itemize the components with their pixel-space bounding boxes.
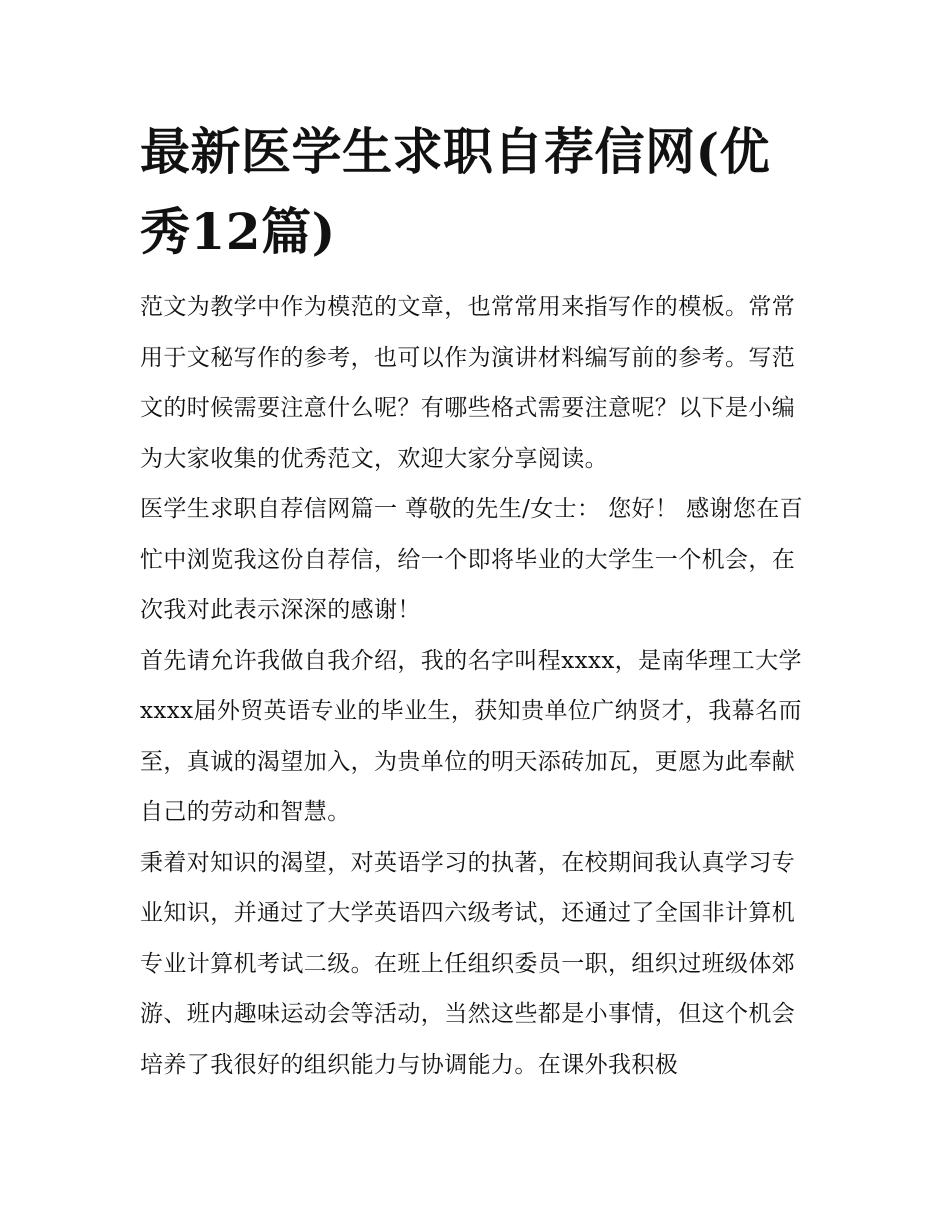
intro-paragraph: 范文为教学中作为模范的文章，也常常用来指写作的模板。常常用于文秘写作的参考，也可以作为演讲材料编写前的参考。写范文的时候需要注意什么呢？有哪些格式需要注意呢？以下是小编为大家收集的优秀范文，欢迎大家分享阅读。 (140, 294, 796, 472)
self-introduction-paragraph: 首先请允许我做自我介绍，我的名字叫程xxxx，是南华理工大学xxxx届外贸英语专业的毕业生，获知贵单位广纳贤才，我幕名而至，真诚的渴望加入，为贵单位的明天添砖加瓦，更愿为此奉献自己的劳动和智慧。 (140, 647, 802, 825)
study-experience-paragraph: 秉着对知识的渴望，对英语学习的执著，在校期间我认真学习专业知识，并通过了大学英语四六级考试，还通过了全国非计算机专业计算机考试二级。在班上任组织委员一职，组织过班级体郊游、班内趣味运动会等活动，当然这些都是小事情，但这个机会培养了我很好的组织能力与协调能力。在课外我积极 (140, 849, 796, 1078)
document-title: 最新医学生求职自荐信网(优秀12篇) (140, 122, 771, 261)
document-page (140, 112, 815, 1090)
letter-greeting-paragraph: 医学生求职自荐信网篇一 尊敬的先生/女士： 您好！ 感谢您在百忙中浏览我这份自荐信，给一个即将毕业的大学生一个机会，在次我对此表示深深的感谢！ (140, 496, 804, 623)
